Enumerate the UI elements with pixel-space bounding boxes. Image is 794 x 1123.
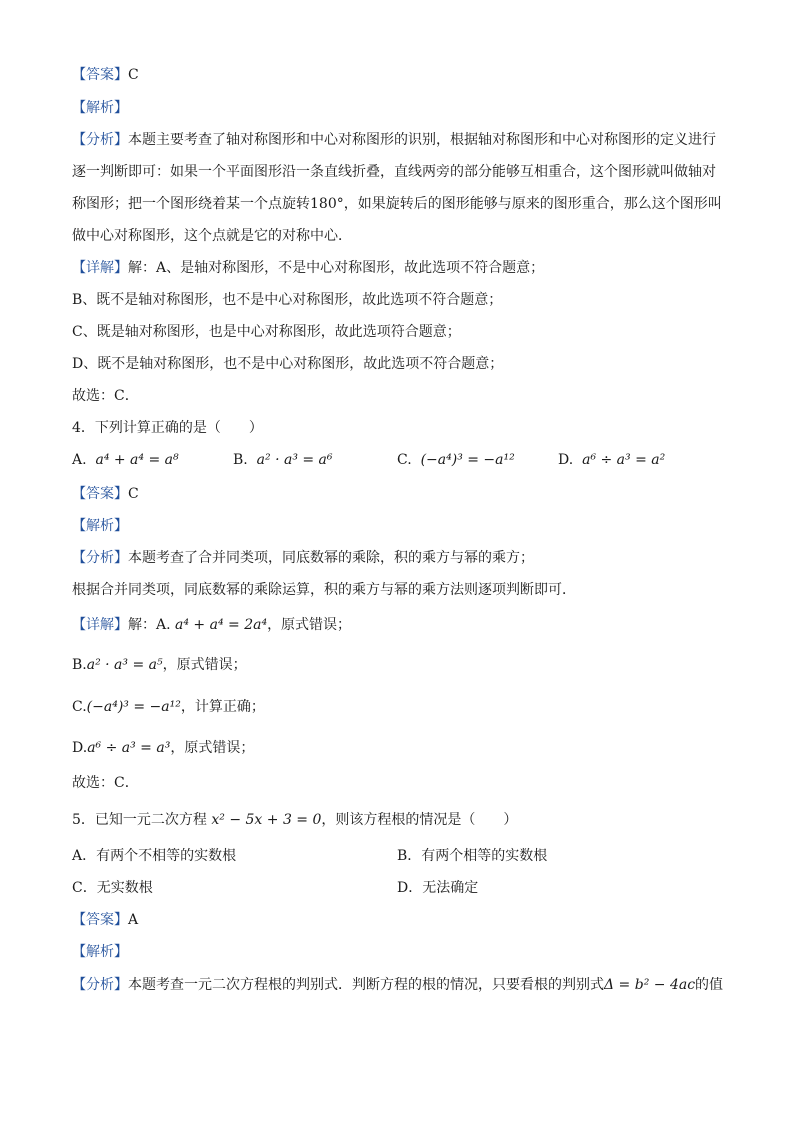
q4-xiangjie-line-b [72, 655, 247, 675]
q3-xiangjie-line-b: B、既不是轴对称图形，也不是中心对称图形，故此选项不符合题意； [72, 292, 503, 308]
xiangjie-formula: a⁴ + a⁴ = 2a⁴ [175, 617, 268, 633]
option-label: D. [558, 452, 574, 468]
q4-xiangjie-line-a [72, 615, 351, 635]
xiangjie-text: 解：A、是轴对称图形，不是中心对称图形，故此选项不符合题意； [128, 260, 545, 276]
q4-option-b [233, 450, 333, 470]
answer-value: C [128, 486, 139, 502]
answer-value: A [128, 912, 139, 928]
analysis-tag: 【解析】 [72, 944, 128, 960]
q4-analysis-heading [72, 516, 128, 536]
xiangjie-formula: a² · a³ = a⁵ [86, 657, 163, 673]
fenxi-text: 本题主要考查了轴对称图形和中心对称图形的识别，根据轴对称图形和中心对称图形的定义进行 [128, 132, 716, 148]
q3-analysis-heading [72, 98, 128, 118]
q4-option-c [397, 450, 515, 470]
q3-fenxi-line-2: 逐一判断即可：如果一个平面图形沿一条直线折叠，直线两旁的部分能够互相重合，这个图形就叫做轴对 [72, 164, 716, 180]
q5-analysis-heading [72, 942, 128, 962]
q3-fenxi-line-3: 称图形；把一个图形绕着某一个点旋转180°，如果旋转后的图形能够与原来的图形重合，那么这个图形叫 [72, 196, 722, 212]
fenxi-tag: 【分析】 [72, 550, 128, 566]
q4-fenxi-line-2: 根据合并同类项，同底数幂的乘除运算，积的乘方与幂的乘方法则逐项判断即可． [72, 582, 576, 598]
q4-stem: 4．下列计算正确的是（ ） [72, 420, 263, 436]
stem-prefix: 5．已知一元二次方程 [72, 812, 207, 828]
xiangjie-prefix: B. [72, 657, 87, 673]
q4-option-a [72, 450, 179, 470]
xiangjie-tag: 【详解】 [72, 260, 128, 276]
q3-xiangjie-line-a [72, 258, 544, 278]
answer-tag: 【答案】 [72, 486, 128, 502]
q5-stem [72, 810, 517, 830]
fenxi-text: 本题考查一元二次方程根的判别式．判断方程的根的情况，只要看根的判别式 [128, 977, 604, 993]
xiangjie-tag: 【详解】 [72, 617, 128, 633]
xiangjie-formula: (−a⁴)³ = −a¹² [86, 699, 181, 715]
discriminant-formula: Δ = b² − 4ac [604, 977, 696, 993]
option-label: C. [397, 452, 412, 468]
xiangjie-verdict: ，计算正确； [180, 699, 265, 715]
xiangjie-prefix: D. [72, 740, 88, 756]
fenxi-tag: 【分析】 [72, 132, 128, 148]
q4-xiangjie-line-d [72, 738, 254, 758]
analysis-tag: 【解析】 [72, 100, 128, 116]
stem-suffix: ，则该方程根的情况是（ ） [321, 812, 518, 828]
stem-formula: x² − 5x + 3 = 0 [211, 812, 322, 828]
q3-xiangjie-line-c: C、既是轴对称图形，也是中心对称图形，故此选项符合题意； [72, 324, 461, 340]
fenxi-text: 本题考查了合并同类项，同底数幂的乘除，积的乘方与幂的乘方； [128, 550, 534, 566]
q5-fenxi-line-1 [72, 975, 723, 995]
q3-fenxi-line-1 [72, 130, 716, 150]
fenxi-tag: 【分析】 [72, 977, 128, 993]
q5-option-a: A．有两个不相等的实数根 [72, 848, 237, 864]
option-formula: a⁴ + a⁴ = a⁸ [95, 452, 179, 468]
fenxi-suffix: 的值 [695, 977, 724, 993]
xiangjie-prefix: C. [72, 699, 87, 715]
answer-tag: 【答案】 [72, 912, 128, 928]
q4-answer-line [72, 484, 139, 504]
xiangjie-prefix: 解：A. [128, 617, 171, 633]
q4-fenxi-line-1 [72, 548, 534, 568]
xiangjie-formula: a⁶ ÷ a³ = a³ [87, 740, 171, 756]
q3-conclusion: 故选：C． [72, 388, 139, 404]
q3-fenxi-line-4: 做中心对称图形，这个点就是它的对称中心． [72, 228, 352, 244]
q3-xiangjie-line-d: D、既不是轴对称图形，也不是中心对称图形，故此选项不符合题意； [72, 356, 504, 372]
q4-xiangjie-line-c [72, 697, 265, 717]
option-formula: (−a⁴)³ = −a¹² [420, 452, 515, 468]
q3-answer-line [72, 65, 139, 85]
q4-option-d [558, 450, 665, 470]
q5-option-d: D．无法确定 [397, 880, 479, 896]
q5-option-b: B．有两个相等的实数根 [397, 848, 548, 864]
answer-tag: 【答案】 [72, 67, 128, 83]
option-label: A. [72, 452, 87, 468]
option-label: B. [233, 452, 248, 468]
analysis-tag: 【解析】 [72, 518, 128, 534]
q5-option-c: C．无实数根 [72, 880, 153, 896]
option-formula: a⁶ ÷ a³ = a² [582, 452, 666, 468]
xiangjie-verdict: ，原式错误； [267, 617, 352, 633]
q5-answer-line [72, 910, 138, 930]
option-formula: a² · a³ = a⁶ [256, 452, 333, 468]
q4-conclusion: 故选：C． [72, 775, 139, 791]
xiangjie-verdict: ，原式错误； [170, 740, 255, 756]
answer-value: C [128, 67, 139, 83]
xiangjie-verdict: ，原式错误； [162, 657, 247, 673]
